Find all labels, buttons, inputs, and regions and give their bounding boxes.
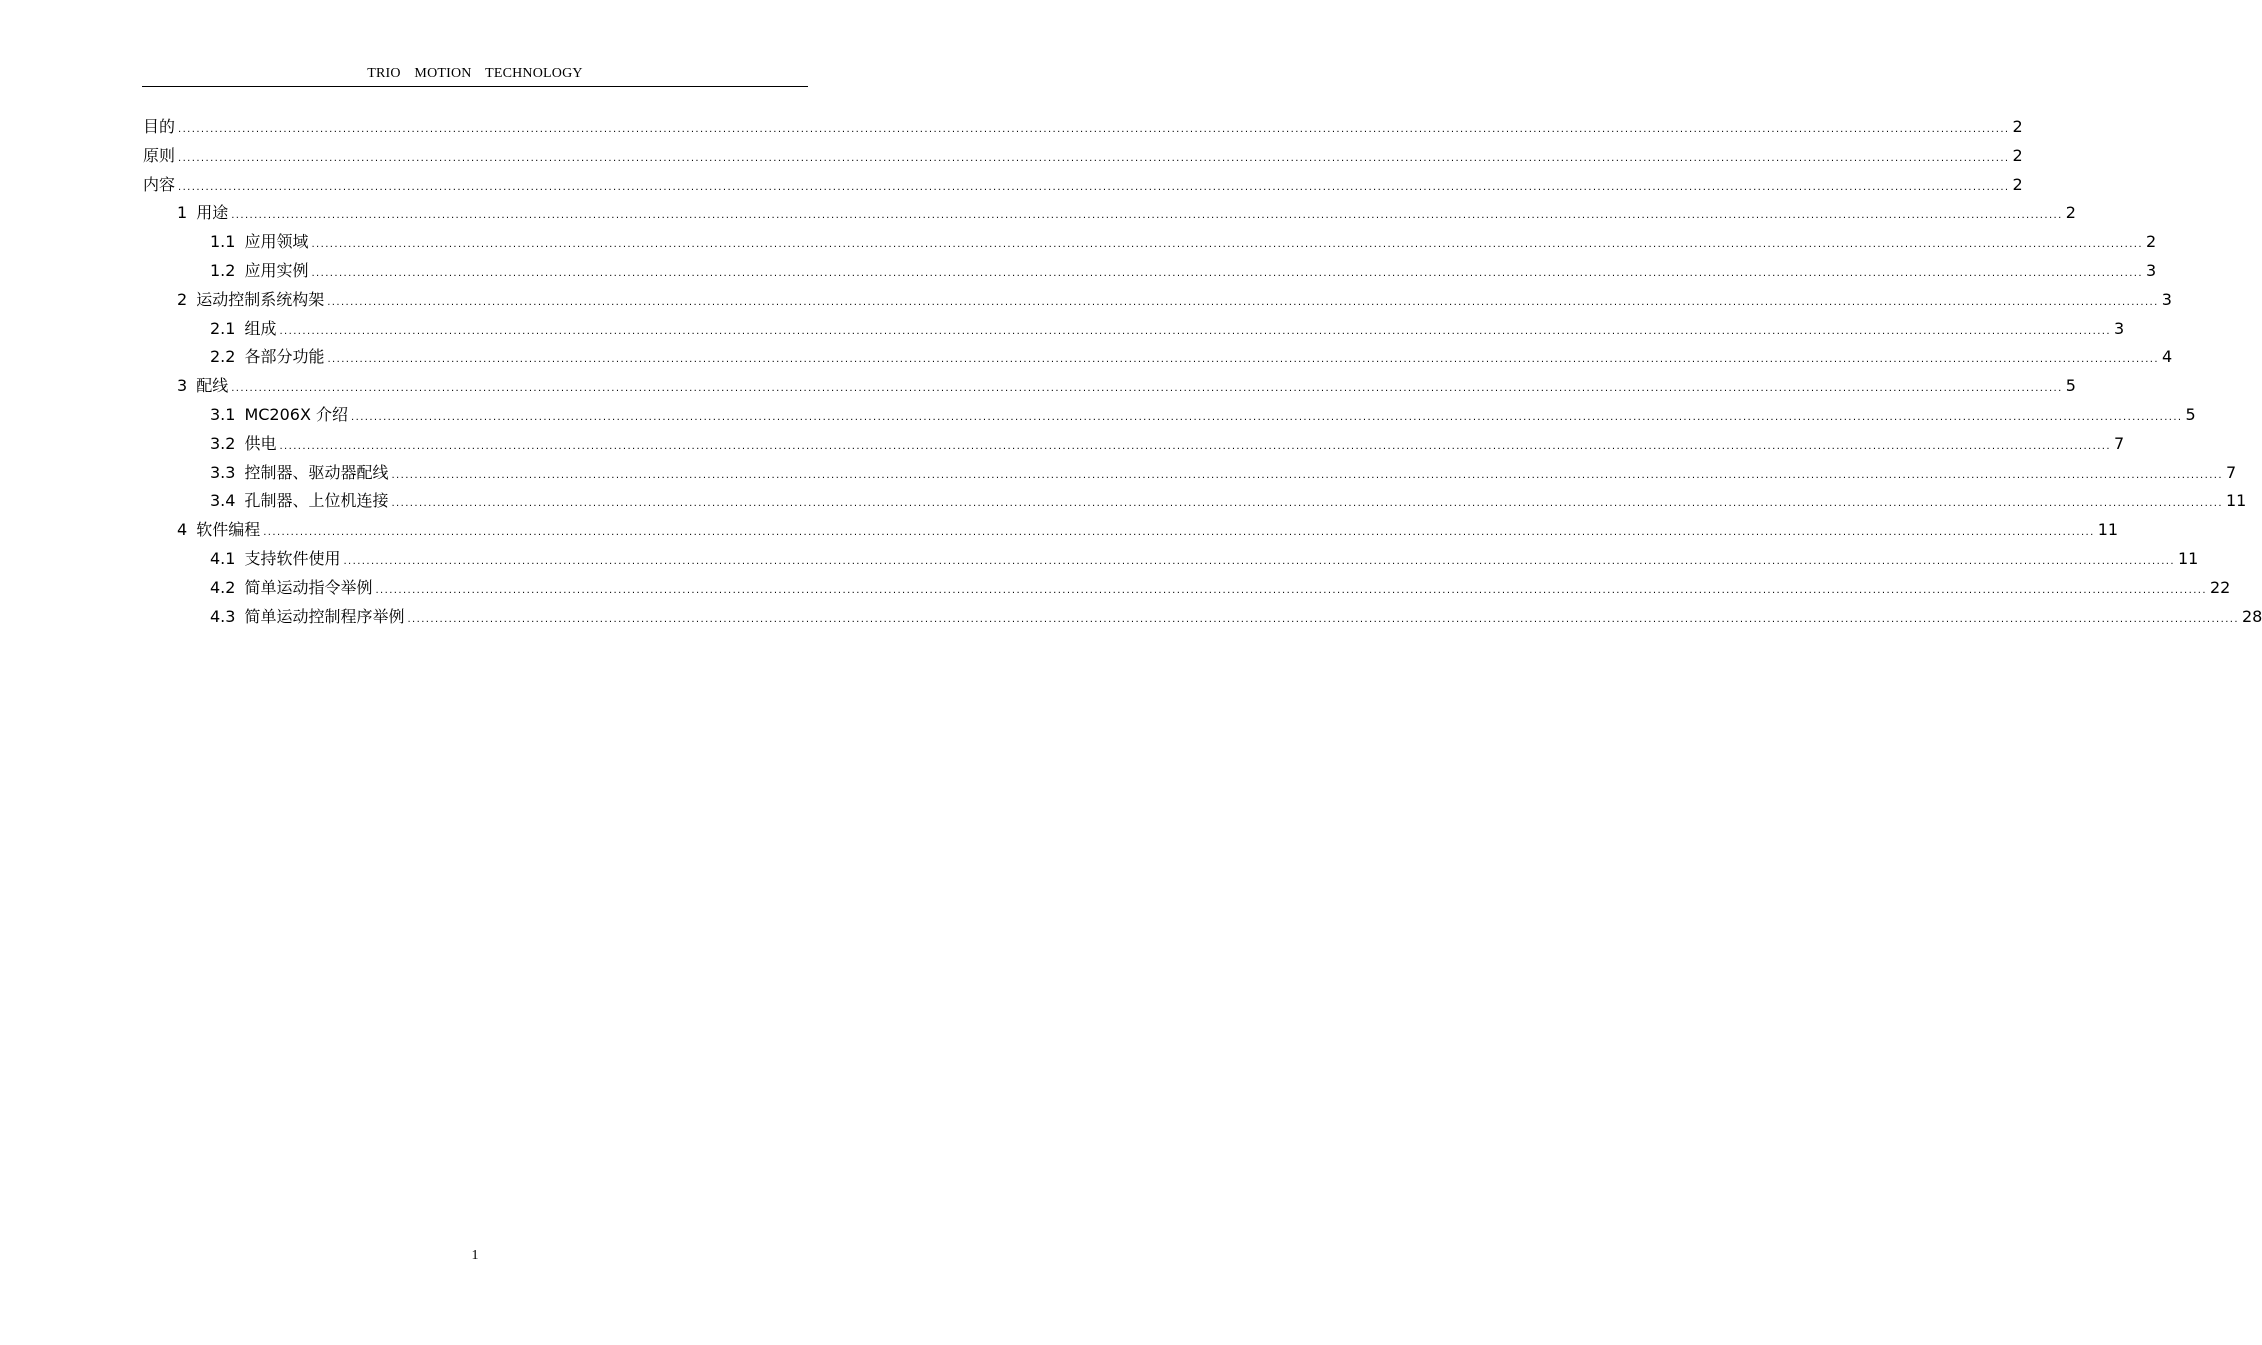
toc-entry-title: 控制器、驱动器配线 [244,462,389,482]
toc-entry[interactable] [143,114,2023,143]
toc-dot-leader: ................................................................................................................................................................................................................................................................................................................................................................................................................ [279,325,2111,337]
toc-entry[interactable] [143,172,2023,201]
toc-entry-number: 3 [177,376,188,396]
toc-dot-leader: ................................................................................................................................................................................................................................................................................................................................................................................................................ [178,181,2010,193]
toc-entry-page: 5 [2065,376,2076,396]
toc-entry-page: 3 [2161,289,2172,309]
toc-entry-title: 组成 [244,318,277,338]
toc-entry-label [210,316,276,339]
toc-entry-label [177,373,228,396]
toc-entry-page: 11 [2225,491,2247,511]
table-of-contents [143,114,2262,632]
toc-entry-label [210,344,324,367]
toc-entry-page: 7 [2113,433,2125,453]
toc-dot-leader: ................................................................................................................................................................................................................................................................................................................................................................................................................ [311,267,2143,279]
toc-entry-number: 1.2 [210,260,236,280]
toc-entry[interactable] [143,200,2076,229]
toc-entry-label [210,488,388,511]
toc-entry-label [143,114,175,137]
toc-entry-page: 7 [2225,462,2237,482]
toc-entry-page: 11 [2097,520,2119,540]
toc-entry-title: 各部分功能 [244,347,325,367]
toc-dot-leader: ................................................................................................................................................................................................................................................................................................................................................................................................................ [391,469,2223,481]
toc-entry-number: 3.4 [210,491,236,511]
toc-entry-title: 用途 [196,203,229,223]
toc-dot-leader: ................................................................................................................................................................................................................................................................................................................................................................................................................ [343,555,2175,567]
toc-entry[interactable] [143,316,2125,345]
toc-entry-number: 2 [177,289,188,309]
toc-entry[interactable] [143,402,2196,431]
toc-entry-label [210,402,348,425]
toc-entry-title: 目的 [143,117,176,136]
toc-dot-leader: ................................................................................................................................................................................................................................................................................................................................................................................................................ [263,527,2095,539]
toc-dot-leader: ................................................................................................................................................................................................................................................................................................................................................................................................................ [178,152,2010,164]
toc-dot-leader: ................................................................................................................................................................................................................................................................................................................................................................................................................ [231,383,2063,395]
toc-dot-leader: ................................................................................................................................................................................................................................................................................................................................................................................................................ [351,411,2183,423]
toc-entry-title: 简单运动控制程序举例 [244,606,405,626]
toc-entry-number: 3.2 [210,433,236,453]
toc-entry-number: 4.1 [210,548,236,568]
toc-dot-leader: ................................................................................................................................................................................................................................................................................................................................................................................................................ [391,498,2223,510]
toc-entry-page: 28 [2241,606,2262,626]
toc-entry-page: 4 [2161,347,2173,367]
toc-entry-label [210,258,308,281]
toc-dot-leader: ................................................................................................................................................................................................................................................................................................................................................................................................................ [327,354,2159,366]
toc-entry-page: 2 [2012,145,2023,165]
toc-entry-number: 1 [177,203,188,223]
toc-entry[interactable] [143,344,2173,373]
toc-entry-label [210,460,388,483]
toc-entry-page: 5 [2185,404,2196,424]
toc-entry-title: 运动控制系统构架 [196,289,325,309]
toc-entry[interactable] [143,488,2247,517]
toc-entry-label [210,575,372,598]
toc-dot-leader: ................................................................................................................................................................................................................................................................................................................................................................................................................ [375,584,2207,596]
toc-dot-leader: ................................................................................................................................................................................................................................................................................................................................................................................................................ [407,613,2239,625]
toc-entry-title: 配线 [196,376,229,396]
toc-entry-title: 简单运动指令举例 [244,577,373,597]
toc-entry-number: 4.3 [210,606,236,626]
toc-entry-number: 2.1 [210,318,236,338]
toc-entry-label [210,604,404,627]
toc-entry-label [143,172,175,195]
toc-entry-title: 支持软件使用 [244,548,341,568]
toc-entry-title: MC206X 介绍 [244,404,349,424]
toc-entry[interactable] [143,517,2119,546]
toc-entry-page: 2 [2012,117,2023,136]
toc-entry[interactable] [143,143,2023,172]
toc-entry[interactable] [143,575,2231,604]
toc-entry[interactable] [143,546,2199,575]
toc-dot-leader: ................................................................................................................................................................................................................................................................................................................................................................................................................ [231,210,2063,222]
toc-entry-page: 3 [2145,260,2157,280]
toc-entry-label [143,143,175,166]
toc-entry[interactable] [143,373,2076,402]
toc-entry-number: 1.1 [210,232,236,252]
toc-entry[interactable] [143,460,2237,489]
toc-dot-leader: ................................................................................................................................................................................................................................................................................................................................................................................................................ [311,239,2143,251]
toc-entry-number: 3.3 [210,462,236,482]
toc-entry-title: 供电 [244,433,277,453]
toc-dot-leader: ................................................................................................................................................................................................................................................................................................................................................................................................................ [327,296,2159,308]
toc-entry-number: 2.2 [210,347,236,367]
toc-entry-page: 2 [2065,203,2076,223]
toc-entry-page: 11 [2177,548,2199,568]
toc-entry-title: 孔制器、上位机连接 [244,491,389,511]
toc-entry-title: 应用领域 [244,232,309,252]
toc-entry-page: 3 [2113,318,2125,338]
toc-entry-label [210,229,308,252]
toc-entry-number: 3.1 [210,404,236,424]
toc-entry-number: 4 [177,520,188,540]
toc-dot-leader: ................................................................................................................................................................................................................................................................................................................................................................................................................ [178,124,2010,135]
toc-entry-title: 应用实例 [244,260,309,280]
toc-entry-title: 内容 [143,174,176,194]
toc-entry-label [210,431,276,454]
toc-entry-label [177,517,260,540]
toc-entry-page: 22 [2209,577,2231,597]
toc-entry-label [177,287,324,310]
toc-entry-title: 软件编程 [196,520,261,540]
toc-entry-page: 2 [2145,232,2157,252]
toc-entry-title: 原则 [143,145,176,165]
running-header: TRIO MOTION TECHNOLOGY [367,66,583,81]
toc-dot-leader: ................................................................................................................................................................................................................................................................................................................................................................................................................ [279,440,2111,452]
toc-entry[interactable] [143,431,2125,460]
toc-entry-label [210,546,340,569]
toc-entry[interactable] [143,229,2157,258]
toc-entry-label [177,200,228,223]
toc-entry[interactable] [143,258,2157,287]
toc-entry[interactable] [143,604,2262,633]
toc-entry-page: 2 [2012,174,2023,194]
page-number: 1 [471,1248,479,1263]
toc-entry-number: 4.2 [210,577,236,597]
header-divider [142,86,808,87]
toc-entry[interactable] [143,287,2172,316]
